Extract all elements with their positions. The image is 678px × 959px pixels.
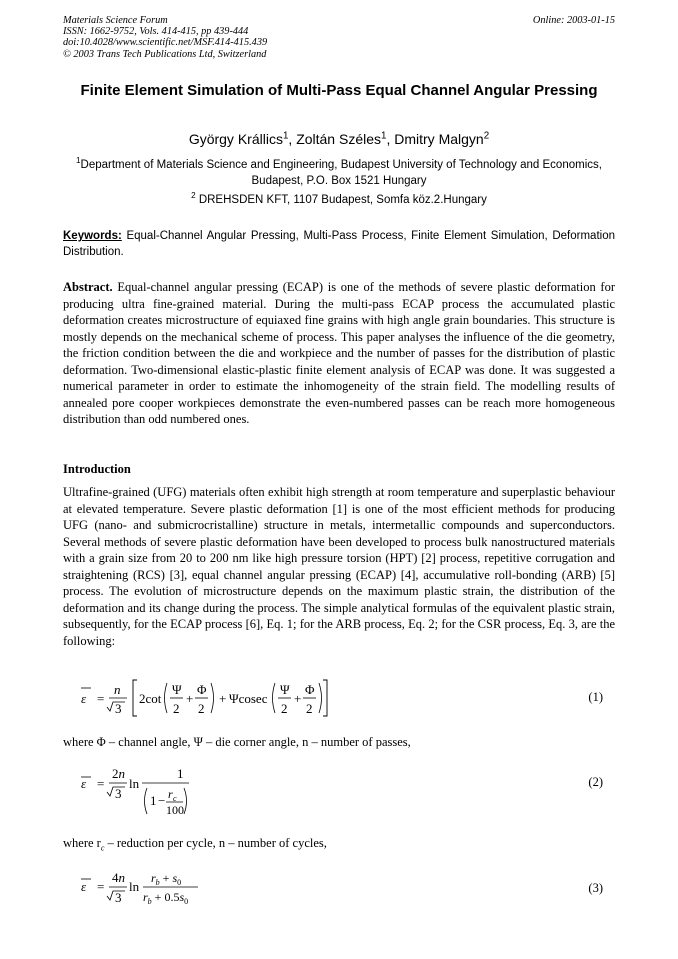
svg-text:rb + s0: $r_b + s_0$ [151,871,182,887]
author-name: Dmitry Malgyn [394,131,484,147]
abstract-label: Abstract. [63,280,113,294]
author-sup: 1 [282,130,289,142]
affiliation-2 [63,192,615,208]
svg-text:+: + [294,691,302,706]
svg-text:2cot: 2cot [139,691,162,706]
svg-text:r: r [168,787,173,801]
svg-text:2: 2 [306,701,313,716]
svg-text:Ψcosec: Ψcosec [229,691,268,706]
svg-text:Ψ: Ψ [280,682,290,697]
svg-text:ln: ln [129,879,140,894]
doi-line: doi:10.4028/www.scientific.net/MSF.414-415.439 [63,37,268,49]
svg-text:=: = [97,691,105,706]
equation-3-formula [63,868,263,910]
legend-text: where r [63,836,101,850]
abstract-text: Equal-channel angular pressing (ECAP) is one of the methods of severe plastic deformation for producing ultra fine-grained material. During the multi-pass ECAP process the accumulated plastic deformation creates microstructure of equiaxed fine grains with high angle grain boundaries. This structure is mostly depends on the mechanical scheme of process. This paper analyses the influence of the die geometry, the friction condition between the die and workpiece and the number of passes for the distribution of plastic deformation. Two-dimensional elastic-plastic finite element analysis of ECAP was done. It was suggested a numerical parameter in order to estimate the inhomogeneity of the strain field. The modelling results of annealed pore cooper workpieces demonstrate the even-numbered passes can be reach more homogeneous distribution than odd numbered ones. [63,280,616,426]
equation-3 [63,868,615,910]
svg-text:3: 3 [115,701,122,716]
svg-text:100: 100 [166,803,184,817]
svg-text:1: 1 [177,766,184,781]
equation-2-legend [63,836,327,853]
svg-text:rb + 0.5s0: $r_b + 0.5s_0$ [143,890,189,906]
equation-1-legend: where Φ – channel angle, Ψ – die corner angle, n – number of passes, [63,735,411,749]
svg-text:−: − [158,793,166,808]
svg-text:ln: ln [129,776,140,791]
svg-text:3: 3 [115,786,122,801]
equation-number: (1) [588,690,603,704]
affiliation-1 [63,157,615,189]
svg-text:=: = [97,776,105,791]
svg-text:Φ: Φ [305,682,315,697]
svg-text:ε: ε [81,879,87,894]
equation-number: (3) [588,881,603,895]
svg-text:n: n [114,682,121,697]
legend-subscript: c [100,843,105,853]
affiliation-sup: 2 [191,191,196,201]
svg-text:2n: 2n [112,766,125,781]
svg-text:+: + [219,691,227,706]
keywords-text: Equal-Channel Angular Pressing, Multi-Pass Process, Finite Element Simulation, Deformation Distribution. [63,230,615,258]
svg-text:ε: ε [81,776,87,791]
affiliation-text: DREHSDEN KFT, 1107 Budapest, Somfa köz.2.Hungary [198,194,487,206]
svg-text:+: + [186,691,194,706]
online-date: Online: 2003-01-15 [532,15,615,26]
svg-text:2: 2 [198,701,205,716]
introduction-text: Ultrafine-grained (UFG) materials often exhibit high strength at room temperature and superplastic behaviour at elevated temperature. Severe plastic deformation [1] is one of the most efficient methods for producing UFG (nano- and submicrocristalline) structure in metals, intermetallic compounds and superconductors. Several methods of severe plastic deformation have been developed to process bulk nanostructured materials with a grain size from 20 to 200 nm like high pressure torsion (HPT) [2] process, repetitive corrugation and straightening (RCS) [3], equal channel angular pressing (ECAP) [4], accumulative roll-bonding (ARB) [5] process. The evolution of microstructure depends on the maximum plastic strain, the distribution of the deformation and its change during the process. The simple analytical formulas of the equivalent plastic strain, subsequently, for the ECAP process [6], Eq. 1; for the ARB process, Eq. 2; for the CSR process, Eq. 3, are the following: [63,485,615,648]
author-list: György Krállics$^1$, Zoltán Széles$^1$, Dmitry Malgyn$^2$ [188,130,490,147]
svg-text:ε: ε [81,691,87,706]
svg-text:Φ: Φ [197,682,207,697]
keywords-label: Keywords: [63,230,122,242]
svg-text:c: c [173,794,177,803]
paper-title: Finite Element Simulation of Multi-Pass Equal Channel Angular Pressing [80,82,598,99]
svg-text:2: 2 [281,701,288,716]
svg-text:1: 1 [150,793,157,808]
svg-text:3: 3 [115,890,122,905]
svg-text:4n: 4n [112,870,125,885]
equation-2 [63,760,615,820]
affiliation-text: Department of Materials Science and Engineering, Budapest University of Technology and Economics, Budapest, P.O. Box 1521 Hungary [80,159,602,187]
issn-line: ISSN: 1662-9752, Vols. 414-415, pp 439-444 [63,26,249,38]
affiliation-sup: 1 [76,156,81,166]
author-name: György Krállics [188,131,283,147]
journal-name: Materials Science Forum [63,15,168,26]
equation-2-formula [63,760,263,820]
equation-1-formula [63,674,393,722]
author-name: Zoltán Széles [296,131,382,147]
equation-number: (2) [588,775,603,789]
svg-text:=: = [97,879,105,894]
svg-text:2: 2 [173,701,180,716]
svg-text:Ψ: Ψ [172,682,182,697]
section-heading: Introduction [63,462,131,476]
keywords [63,229,615,260]
author-sup: 2 [483,130,490,142]
journal-header [63,15,363,60]
legend-text: – reduction per cycle, n – number of cycles, [104,836,327,850]
abstract [63,279,615,428]
equation-1 [63,674,615,722]
copyright-line: © 2003 Trans Tech Publications Ltd, Switzerland [63,48,267,60]
author-sup: 1 [381,130,387,142]
